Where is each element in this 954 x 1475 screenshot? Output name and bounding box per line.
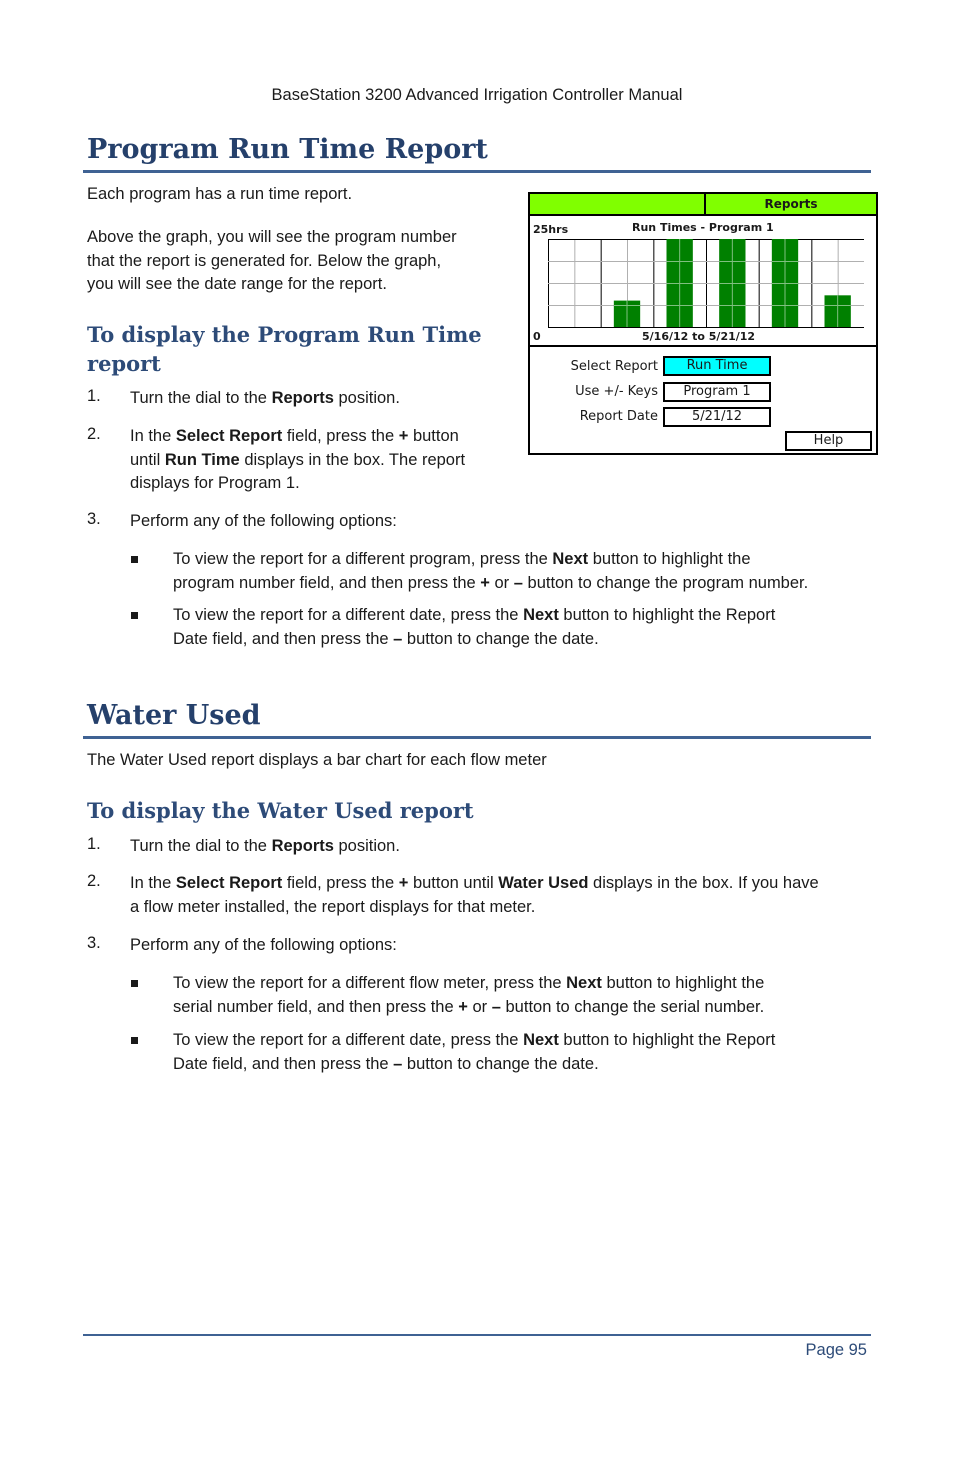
report-date-label: Report Date xyxy=(579,409,658,424)
intro-paragraph: Each program has a run time report. xyxy=(87,185,353,203)
section-rule xyxy=(83,170,871,173)
y-axis-min-label: 0 xyxy=(533,330,541,343)
subheading-display-run-time: To display the Program Run Time report xyxy=(87,322,482,376)
date-range-label: 5/16/12 to 5/21/12 xyxy=(642,330,756,343)
bullet-item: To view the report for a different date, press the Next button to highlight the Report Date field, and then press the – button to change the date. xyxy=(173,606,776,648)
subheading-display-water-used: To display the Water Used report xyxy=(87,798,474,823)
screen-tab-bar xyxy=(530,194,876,216)
tab-reports[interactable]: Reports xyxy=(764,197,818,211)
step-number: 1. xyxy=(87,387,101,405)
bullet-marker xyxy=(131,980,138,987)
section-rule xyxy=(83,736,871,739)
footer-rule xyxy=(83,1334,871,1336)
intro-paragraph-2: Above the graph, you will see the program number that the report is generated for. Below the graph, you will see the date range for the report. xyxy=(87,228,457,293)
y-axis-max-label: 25hrs xyxy=(533,223,569,236)
use-keys-label: Use +/- Keys xyxy=(575,384,658,399)
step-1: Turn the dial to the Reports position. xyxy=(130,837,400,855)
step-number: 1. xyxy=(87,835,101,853)
run-time-chart xyxy=(548,238,864,328)
bullet-marker xyxy=(131,612,138,619)
step-1: Turn the dial to the Reports position. xyxy=(130,389,400,407)
page-number: Page 95 xyxy=(805,1341,867,1359)
section-title-water-used: Water Used xyxy=(87,700,261,731)
select-report-label: Select Report xyxy=(570,359,658,374)
bullet-item: To view the report for a different date, press the Next button to highlight the Report Date field, and then press the – button to change the date. xyxy=(173,1031,776,1073)
step-number: 2. xyxy=(87,425,101,443)
section-title-program-run-time: Program Run Time Report xyxy=(87,134,488,165)
step-number: 2. xyxy=(87,872,101,890)
step-2: In the Select Report field, press the + button until Run Time displays in the box. The report displays for Program 1. xyxy=(130,427,466,492)
step-number: 3. xyxy=(87,934,101,952)
program-field[interactable]: Program 1 xyxy=(663,382,771,402)
step-number: 3. xyxy=(87,510,101,528)
step-3: Perform any of the following options: xyxy=(130,936,397,954)
bullet-marker xyxy=(131,1037,138,1044)
step-3: Perform any of the following options: xyxy=(130,512,397,530)
help-button[interactable]: Help xyxy=(785,431,872,451)
water-used-intro: The Water Used report displays a bar chart for each flow meter xyxy=(87,751,547,769)
screen-divider xyxy=(530,345,876,347)
bullet-item: To view the report for a different flow meter, press the Next button to highlight the serial number field, and then press the + or – button to change the serial number. xyxy=(173,974,765,1016)
controller-screen xyxy=(528,192,878,455)
bullet-marker xyxy=(131,556,138,563)
report-date-field[interactable]: 5/21/12 xyxy=(663,407,771,427)
bullet-item: To view the report for a different program, press the Next button to highlight the program number field, and then press the + or – button to change the program number. xyxy=(173,550,809,592)
chart-title: Run Times - Program 1 xyxy=(632,221,774,234)
step-2: In the Select Report field, press the + button until Water Used displays in the box. If you have a flow meter installed, the report displays for that meter. xyxy=(130,874,819,916)
select-report-field[interactable]: Run Time xyxy=(663,356,771,376)
running-header: BaseStation 3200 Advanced Irrigation Controller Manual xyxy=(271,86,683,104)
